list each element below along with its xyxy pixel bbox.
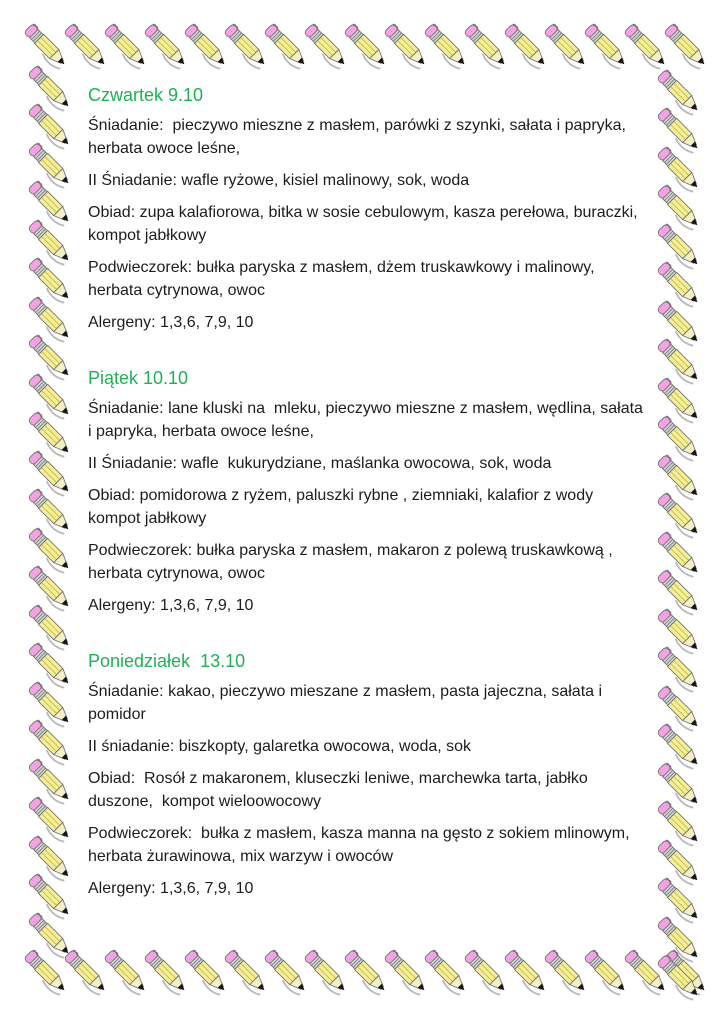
pencil-icon — [23, 369, 76, 422]
pencil-icon — [539, 945, 592, 998]
pencil-icon — [23, 870, 76, 923]
day-title: Piątek 10.10 — [88, 368, 189, 388]
pencil-icon — [652, 219, 705, 272]
pencil-icon — [99, 19, 152, 72]
pencil-icon — [23, 292, 76, 345]
pencil-icon — [23, 754, 76, 807]
meal-line: Śniadanie: lane kluski na mleku, pieczywo mieszne z masłem, wędlina, sałata i papryka, herbata owoce leśne, — [88, 400, 648, 440]
pencil-icon — [619, 945, 672, 998]
pencil-icon — [23, 138, 76, 191]
pencil-icon — [652, 604, 705, 657]
pencil-icon — [652, 373, 705, 426]
pencil-icon — [19, 945, 72, 998]
pencil-icon — [652, 335, 705, 388]
pencil-icon — [652, 65, 705, 118]
day-title: Czwartek 9.10 — [88, 85, 204, 105]
pencil-icon — [379, 19, 432, 72]
pencil-icon — [139, 945, 192, 998]
pencil-icon — [59, 945, 112, 998]
pencil-icon — [652, 104, 705, 157]
pencil-icon — [652, 720, 705, 773]
pencil-icon — [139, 19, 192, 72]
menu-day — [88, 650, 646, 900]
pencil-icon — [219, 19, 272, 72]
meal-line: Alergeny: 1,3,6, 7,9, 10 — [88, 880, 254, 897]
meal-line: Podwieczorek: bułka paryska z masłem, dżem truskawkowy i malinowy, herbata cytrynowa, owoc — [88, 259, 599, 299]
pencil-icon — [619, 19, 672, 72]
pencil-icon — [299, 19, 352, 72]
meal-line: Obiad: pomidorowa z ryżem, paluszki rybne , ziemniaki, kalafior z wody kompot jabłkowy — [88, 487, 598, 527]
pencil-icon — [652, 874, 705, 927]
pencil-icon — [659, 945, 712, 998]
pencil-icon — [459, 19, 512, 72]
menu-day — [88, 84, 646, 334]
menu-content — [88, 84, 646, 933]
pencil-icon — [652, 912, 705, 965]
pencil-icon — [652, 489, 705, 542]
pencil-icon — [652, 450, 705, 503]
pencil-icon — [179, 19, 232, 72]
pencil-icon — [652, 758, 705, 811]
meal-line: Śniadanie: pieczywo mieszne z masłem, parówki z szynki, sałata i papryka, herbata owoce leśne, — [88, 117, 631, 157]
pencil-icon — [23, 677, 76, 730]
pencil-icon — [499, 945, 552, 998]
pencil-icon — [652, 643, 705, 696]
pencil-icon — [652, 566, 705, 619]
pencil-icon — [23, 716, 76, 769]
pencil-icon — [23, 523, 76, 576]
pencil-icon — [459, 945, 512, 998]
pencil-icon — [379, 945, 432, 998]
pencil-icon — [659, 19, 712, 72]
pencil-icon — [23, 831, 76, 884]
pencil-icon — [23, 100, 76, 153]
pencil-icon — [339, 19, 392, 72]
pencil-icon — [652, 835, 705, 888]
pencil-icon — [23, 177, 76, 230]
pencil-icon — [299, 945, 352, 998]
pencil-icon — [539, 19, 592, 72]
pencil-icon — [652, 258, 705, 311]
meal-line: Alergeny: 1,3,6, 7,9, 10 — [88, 597, 254, 614]
pencil-icon — [23, 408, 76, 461]
pencil-icon — [652, 681, 705, 734]
meal-line: Podwieczorek: bułka paryska z masłem, makaron z polewą truskawkową , herbata cytrynowa, owoc — [88, 542, 618, 582]
pencil-icon — [259, 945, 312, 998]
pencil-icon — [652, 412, 705, 465]
pencil-icon — [652, 142, 705, 195]
pencil-icon — [652, 296, 705, 349]
pencil-icon — [59, 19, 112, 72]
meal-line: Podwieczorek: bułka z masłem, kasza manna na gęsto z sokiem mlinowym, herbata żurawinowa, mix warzyw i owoców — [88, 825, 634, 865]
pencil-icon — [652, 951, 705, 1004]
day-title: Poniedziałek 13.10 — [88, 651, 246, 671]
pencil-icon — [99, 945, 152, 998]
pencil-icon — [23, 562, 76, 615]
meal-line: Alergeny: 1,3,6, 7,9, 10 — [88, 314, 254, 331]
meal-line: II Śniadanie: wafle ryżowe, kisiel malinowy, sok, woda — [88, 172, 470, 189]
meal-line: Śniadanie: kakao, pieczywo mieszane z masłem, pasta jajeczna, sałata i pomidor — [88, 683, 607, 723]
pencil-icon — [23, 793, 76, 846]
pencil-icon — [652, 181, 705, 234]
pencil-icon — [419, 945, 472, 998]
meal-line: Obiad: Rosół z makaronem, kluseczki leniwe, marchewka tarta, jabłko duszone, kompot wieloowocowy — [88, 770, 593, 810]
meal-line: Obiad: zupa kalafiorowa, bitka w sosie cebulowym, kasza perełowa, buraczki, kompot jabłkowy — [88, 204, 643, 244]
meal-line: II Śniadanie: wafle kukurydziane, maślanka owocowa, sok, woda — [88, 455, 552, 472]
pencil-icon — [23, 485, 76, 538]
pencil-icon — [339, 945, 392, 998]
menu-day — [88, 367, 646, 617]
meal-line: II śniadanie: biszkopty, galaretka owocowa, woda, sok — [88, 738, 472, 755]
pencil-icon — [19, 19, 72, 72]
pencil-icon — [23, 215, 76, 268]
pencil-icon — [499, 19, 552, 72]
pencil-icon — [23, 446, 76, 499]
pencil-icon — [259, 19, 312, 72]
pencil-icon — [23, 600, 76, 653]
pencil-icon — [652, 797, 705, 850]
pencil-icon — [179, 945, 232, 998]
pencil-icon — [23, 908, 76, 961]
pencil-icon — [23, 331, 76, 384]
pencil-icon — [23, 254, 76, 307]
pencil-icon — [219, 945, 272, 998]
pencil-icon — [23, 61, 76, 114]
pencil-icon — [579, 19, 632, 72]
pencil-icon — [419, 19, 472, 72]
pencil-icon — [23, 639, 76, 692]
pencil-icon — [579, 945, 632, 998]
pencil-icon — [652, 527, 705, 580]
